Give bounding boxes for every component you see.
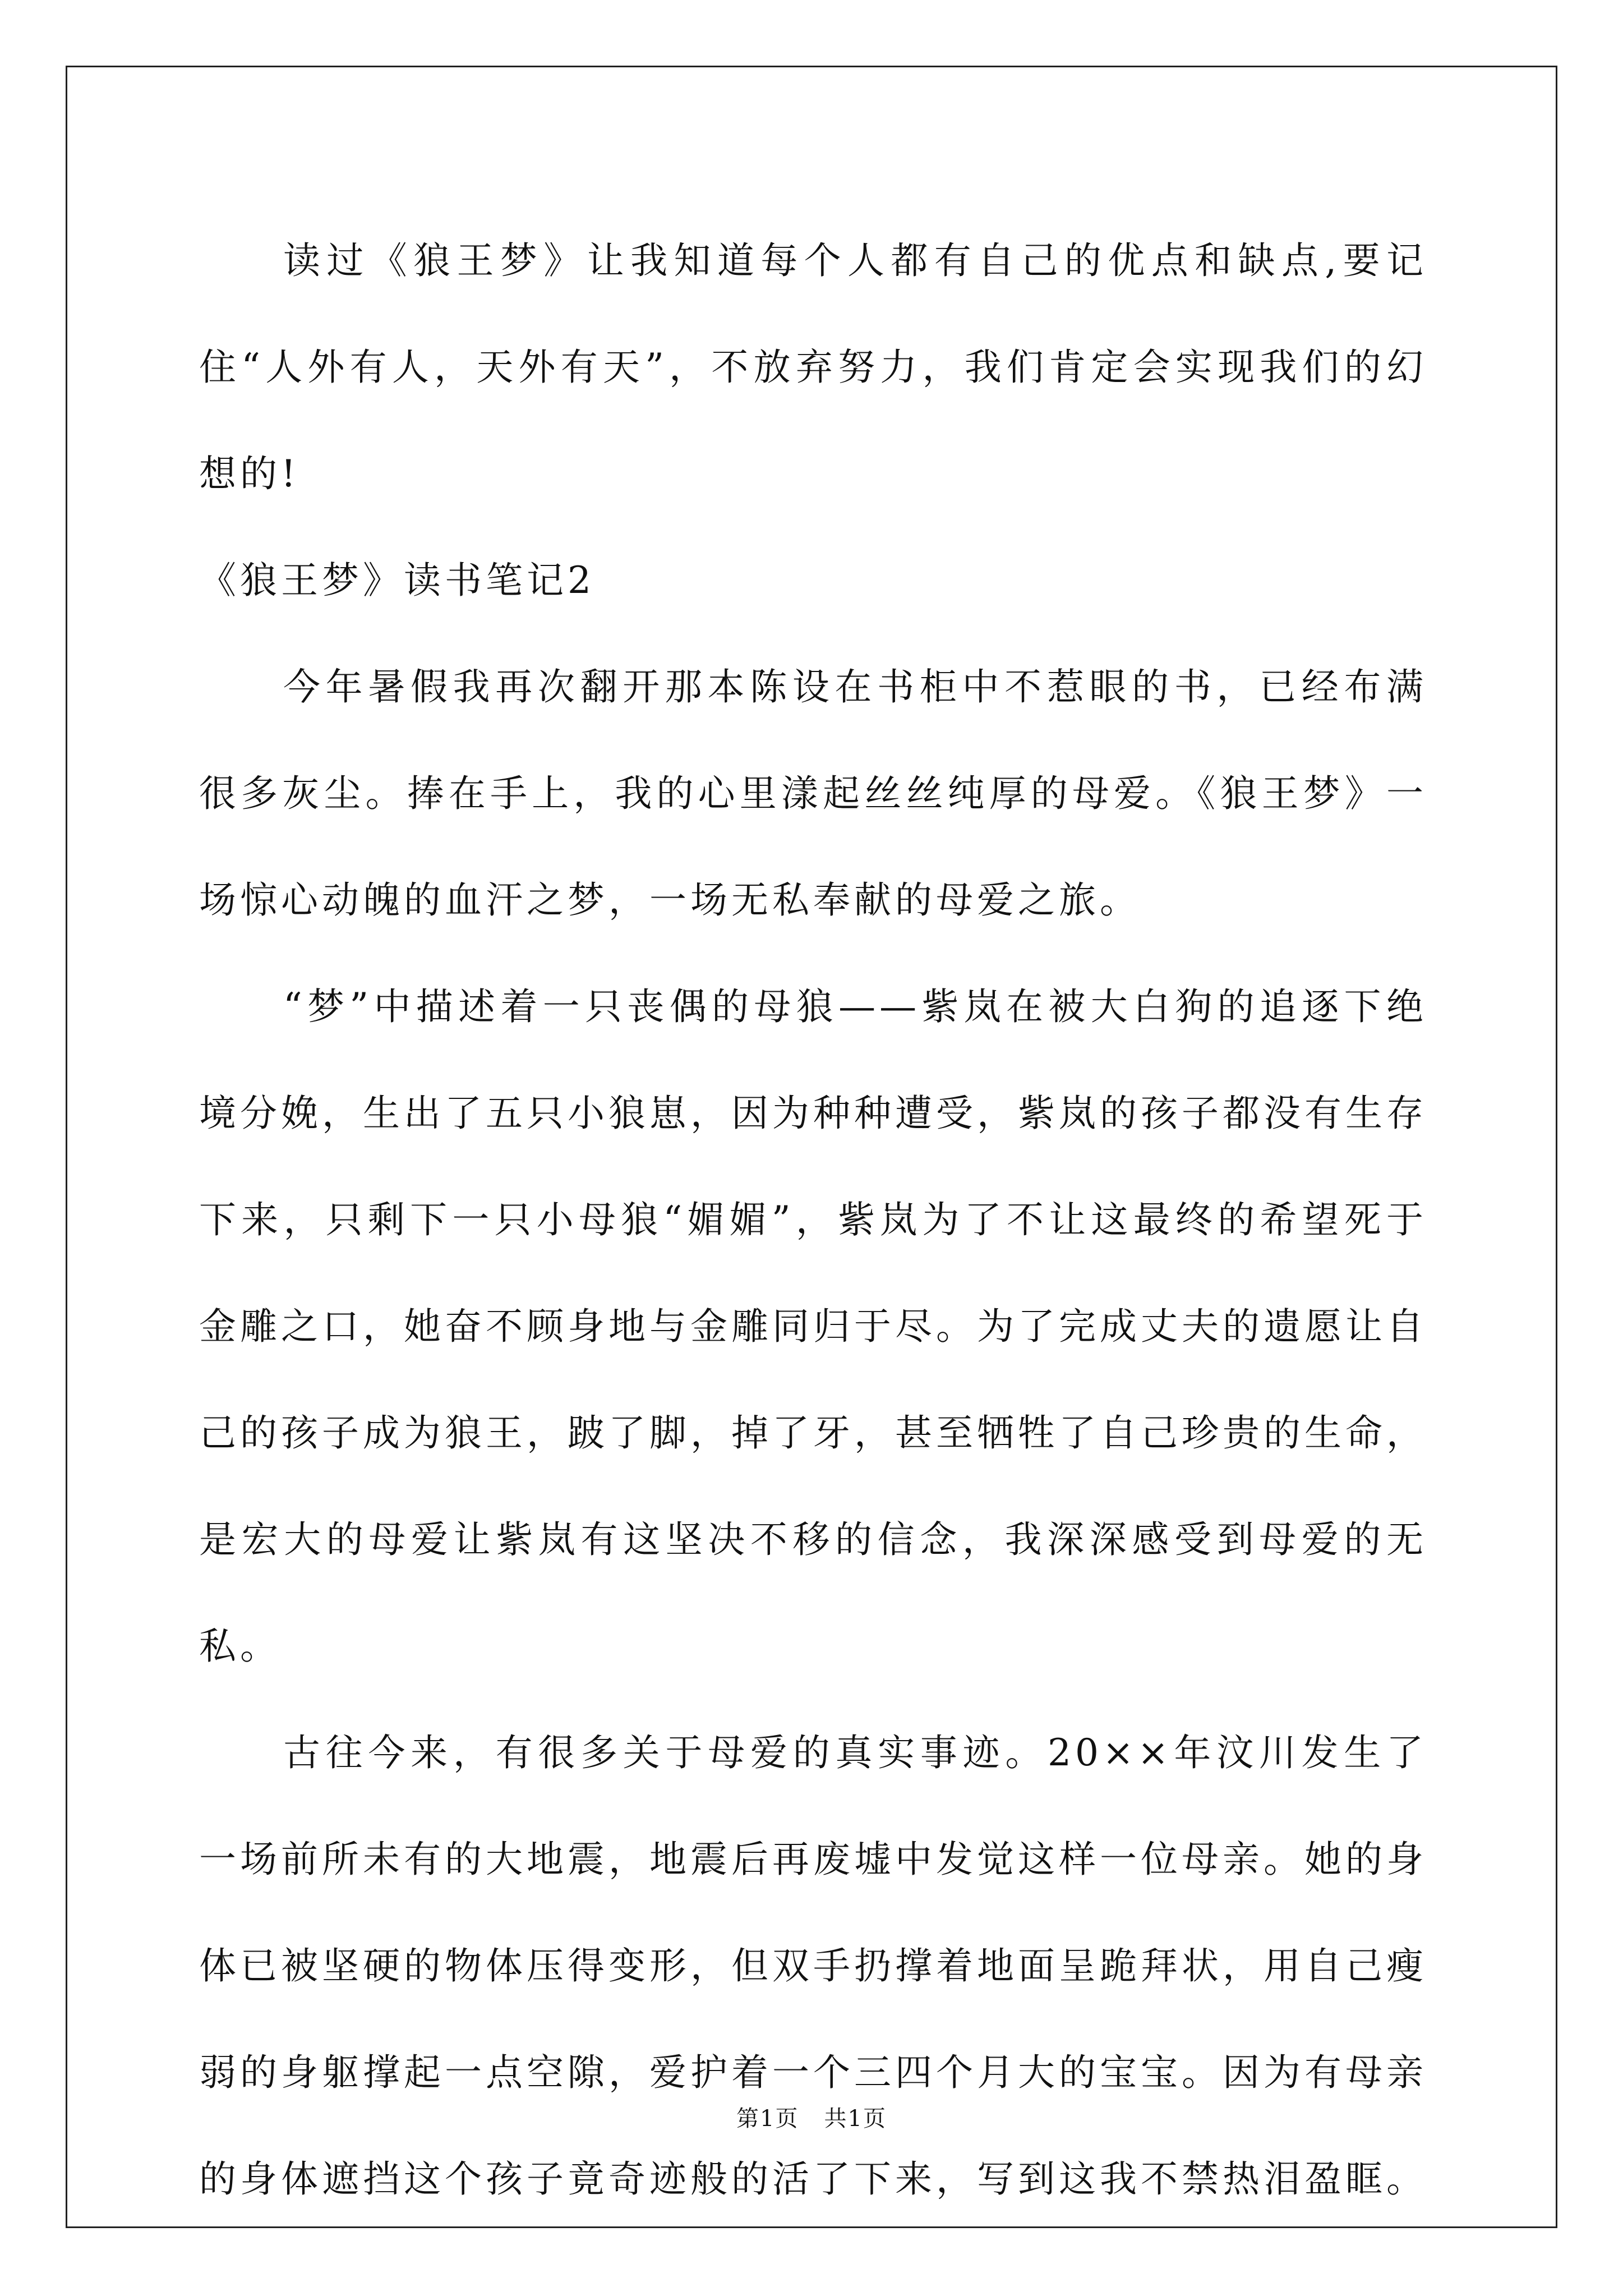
paragraph-2: “梦”中描述着一只丧偶的母狼——紫岚在被大白狗的追逐下绝境分娩，生出了五只小狼崽，因为种种遭受，紫岚的孩子都没有生存下来，只剩下一只小母狼“媚媚”，紫岚为了不让这最终的希望死于金雕之口，她奋不顾身地与金雕同归于尽。为了完成丈夫的遗愿让自己的孩子成为狼王，跛了脚，掉了牙，甚至牺牲了自己珍贵的生命，是宏大的母爱让紫岚有这坚决不移的信念，我深深感受到母爱的无私。 xyxy=(199,985,1427,1668)
paragraph-intro: 读过《狼王梦》让我知道每个人都有自己的优点和缺点,要记住“人外有人，天外有天”，不放弃努力，我们肯定会实现我们的幻想的! xyxy=(199,239,1427,495)
paragraph-1: 今年暑假我再次翻开那本陈设在书柜中不惹眼的书，已经布满很多灰尘。捧在手上，我的心里漾起丝丝纯厚的母爱。《狼王梦》一场惊心动魄的血汗之梦，一场无私奉献的母爱之旅。 xyxy=(199,665,1427,922)
page-total: 共1页 xyxy=(824,2106,887,2132)
page-number: 第1页 xyxy=(736,2106,799,2132)
page-footer xyxy=(0,2101,1623,2133)
document-body xyxy=(199,208,1427,2233)
paragraph-3: 古往今来，有很多关于母爱的真实事迹。20××年汶川发生了一场前所未有的大地震，地震后再废墟中发觉这样一位母亲。她的身体已被坚硬的物体压得变形，但双手扔撑着地面呈跪拜状，用自己瘦弱的身躯撑起一点空隙，爱护着一个三四个月大的宝宝。因为有母亲的身体遮挡这个孩子竟奇迹般的活了下来，写到这我不禁热泪盈眶。 xyxy=(199,1731,1427,2201)
section-heading: 《狼王梦》读书笔记2 xyxy=(199,559,595,602)
